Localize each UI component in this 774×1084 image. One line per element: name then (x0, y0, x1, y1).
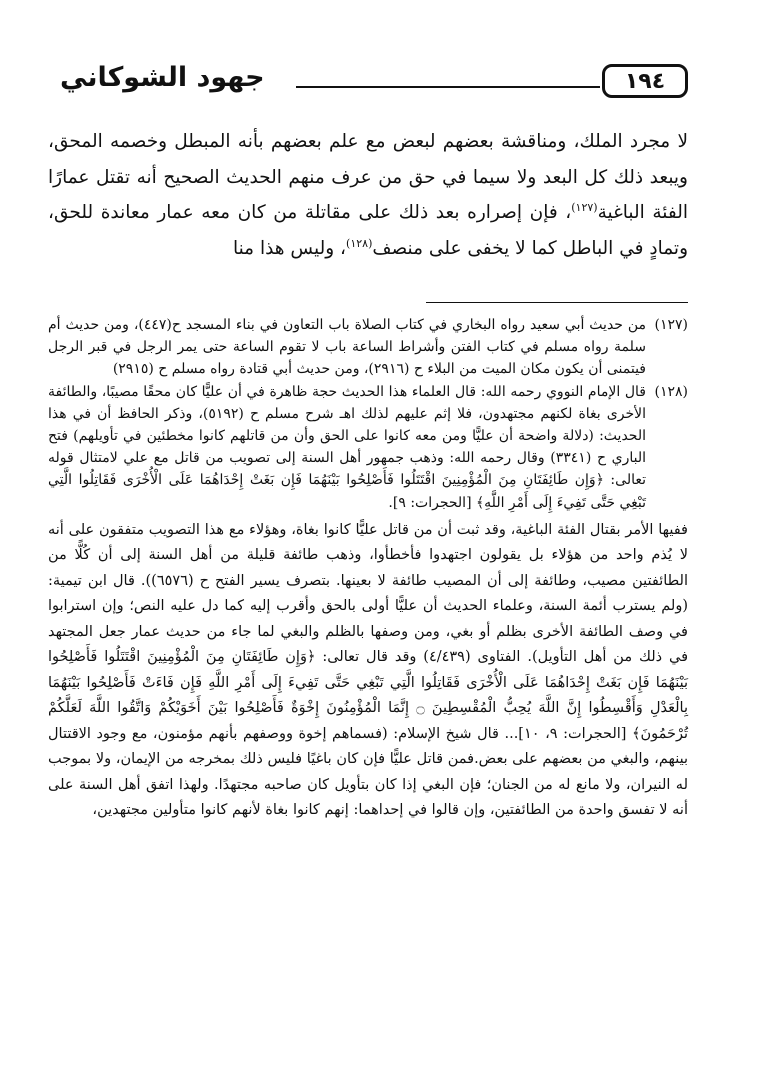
main-paragraph (48, 124, 688, 266)
footnote-number: (١٢٨) (654, 383, 688, 400)
footnote-ref-127[interactable]: (١٢٧) (571, 200, 598, 214)
footnote-continuation-text: ففيها الأمر بقتال الفئة الباغية، وقد ثبت أن من قاتل عليًّا كانوا بغاة، وهؤلاء مع هذا التصويب متفقون على أنه لا يُذم واحد من هؤلاء بل يقولون اجتهدوا فأخطأوا، وذهب طائفة قليلة من أهل السنة إلى أن كُلًّا من الطائفتين مصيب، وطائفة إلى أن المصيب طائفة لا بعينها. بتصرف يسير الفتح ح (٦٥٧٦)). قال ابن تيمية: (ولم يسترب أئمة السنة، وعلماء الحديث أن عليًّا أولى بالحق وأقرب إليه كما دل عليه النص؛ وإن استرابوا في وصف الطائفة الأخرى بظلم أو بغي، ومن وصفها بالظلم والبغي لما جاء من حديث عمار جعل المجتهد في ذلك من أهل التأويل). الفتاوى (٤/٤٣٩) وقد قال تعالى: ﴿وَإِن طَائِفَتَانِ مِنَ الْمُؤْمِنِينَ اقْتَتَلُوا فَأَصْلِحُوا بَيْنَهُمَا فَإِن بَغَتْ إِحْدَاهُمَا عَلَى الْأُخْرَى فَقَاتِلُوا الَّتِي تَبْغِي حَتَّى تَفِيءَ إِلَى أَمْرِ اللَّهِ فَإِن فَاءَتْ فَأَصْلِحُوا بَيْنَهُمَا بِالْعَدْلِ وَأَقْسِطُوا إِنَّ اللَّهَ يُحِبُّ الْمُقْسِطِينَ ۝ إِنَّمَا الْمُؤْمِنُونَ إِخْوَةٌ فَأَصْلِحُوا بَيْنَ أَخَوَيْكُمْ وَاتَّقُوا اللَّهَ لَعَلَّكُمْ تُرْحَمُونَ﴾ [الحجرات: ٩، ١٠]... قال شيخ الإسلام: (فسماهم إخوة ووصفهم بأنهم مؤمنون، مع وجود الاقتتال بينهم، والبغي من بعضهم على بعض.فمن قاتل عليًّا فإن كان باغيًا فليس ذلك بمخرجه من الإيمان، ولا بموجب له النيران، ولا مانع له من الجنان؛ فإن البغي إذا كان بتأويل كان صاحبه مجتهدًا. ولهذا اتفق أهل السنة على أنه لا تفسق واحدة من الطائفتين، وإن قالوا في إحداهما: إنهم كانوا بغاة لأنهم كانوا متأولين مجتهدين، (48, 521, 689, 819)
main-text-part-1: لا مجرد الملك، ومناقشة بعضهم لبعض مع علم بعضهم بأنه المبطل وخصمه المحق، ويبعد ذلك كل البعد ولا سيما في حق من عرف منهم الحديث الصحيح أنه تقتل عمارًا الفئة الباغية (48, 131, 688, 223)
footnote-128 (48, 381, 688, 514)
main-text-part-2: ، فإن إصراره بعد ذلك على مقاتلة من كان معه عمار معاندة للحق، وتمادٍ في الباطل كما لا يخفى على منصف (48, 202, 688, 259)
footnote-127 (48, 314, 688, 381)
footnotes (48, 314, 688, 824)
footnote-text: قال الإمام النووي رحمه الله: قال العلماء هذا الحديث حجة ظاهرة في أن عليًّا كان محقًا مصيبًا، والطائفة الأخرى بغاة لكنهم مجتهدون، فلا إثم عليهم لذلك اهـ شرح مسلم ح (٥١٩٢)، وذكر الحافظ أن في هذا الحديث: (دلالة واضحة أن عليًّا ومن معه كانوا على الحق وأن من قاتلهم كانوا مخطئين في تأويلهم) فتح الباري ح (٣٣٤١) وقال رحمه الله: وذهب جمهور أهل السنة إلى تصويب من قاتل مع علي لامتثال قوله تعالى: ﴿وَإِن طَائِفَتَانِ مِنَ الْمُؤْمِنِينَ اقْتَتَلُوا فَأَصْلِحُوا بَيْنَهُمَا فَإِن بَغَتْ إِحْدَاهُمَا عَلَى الْأُخْرَى فَقَاتِلُوا الَّتِي تَبْغِي حَتَّى تَفِيءَ إِلَى أَمْرِ اللَّهِ﴾ [الحجرات: ٩]. (48, 383, 646, 511)
main-text (48, 124, 688, 266)
book-title: جهود الشوكاني (60, 62, 265, 93)
footnote-number: (١٢٧) (654, 317, 688, 333)
footnote-continuation (48, 518, 688, 824)
footnote-ref-128[interactable]: (١٢٨) (346, 236, 373, 250)
page-number: ١٩٤ (602, 64, 688, 98)
main-text-part-3: ، وليس هذا منا (232, 237, 347, 259)
footnote-separator (426, 302, 688, 303)
header-rule (296, 86, 600, 88)
page-header (60, 62, 688, 106)
footnote-text: من حديث أبي سعيد رواه البخاري في كتاب الصلاة باب التعاون في بناء المسجد ح(٤٤٧)، ومن حديث أم سلمة رواه مسلم في كتاب الفتن وأشراط الساعة باب لا تقوم الساعة حتى يمر الرجل في قبر الرجل فيتمنى أن يكون مكان الميت من البلاء ح (٢٩١٦)، ومن حديث أبي قتادة رواه مسلم ح (٢٩١٥) (48, 317, 647, 378)
